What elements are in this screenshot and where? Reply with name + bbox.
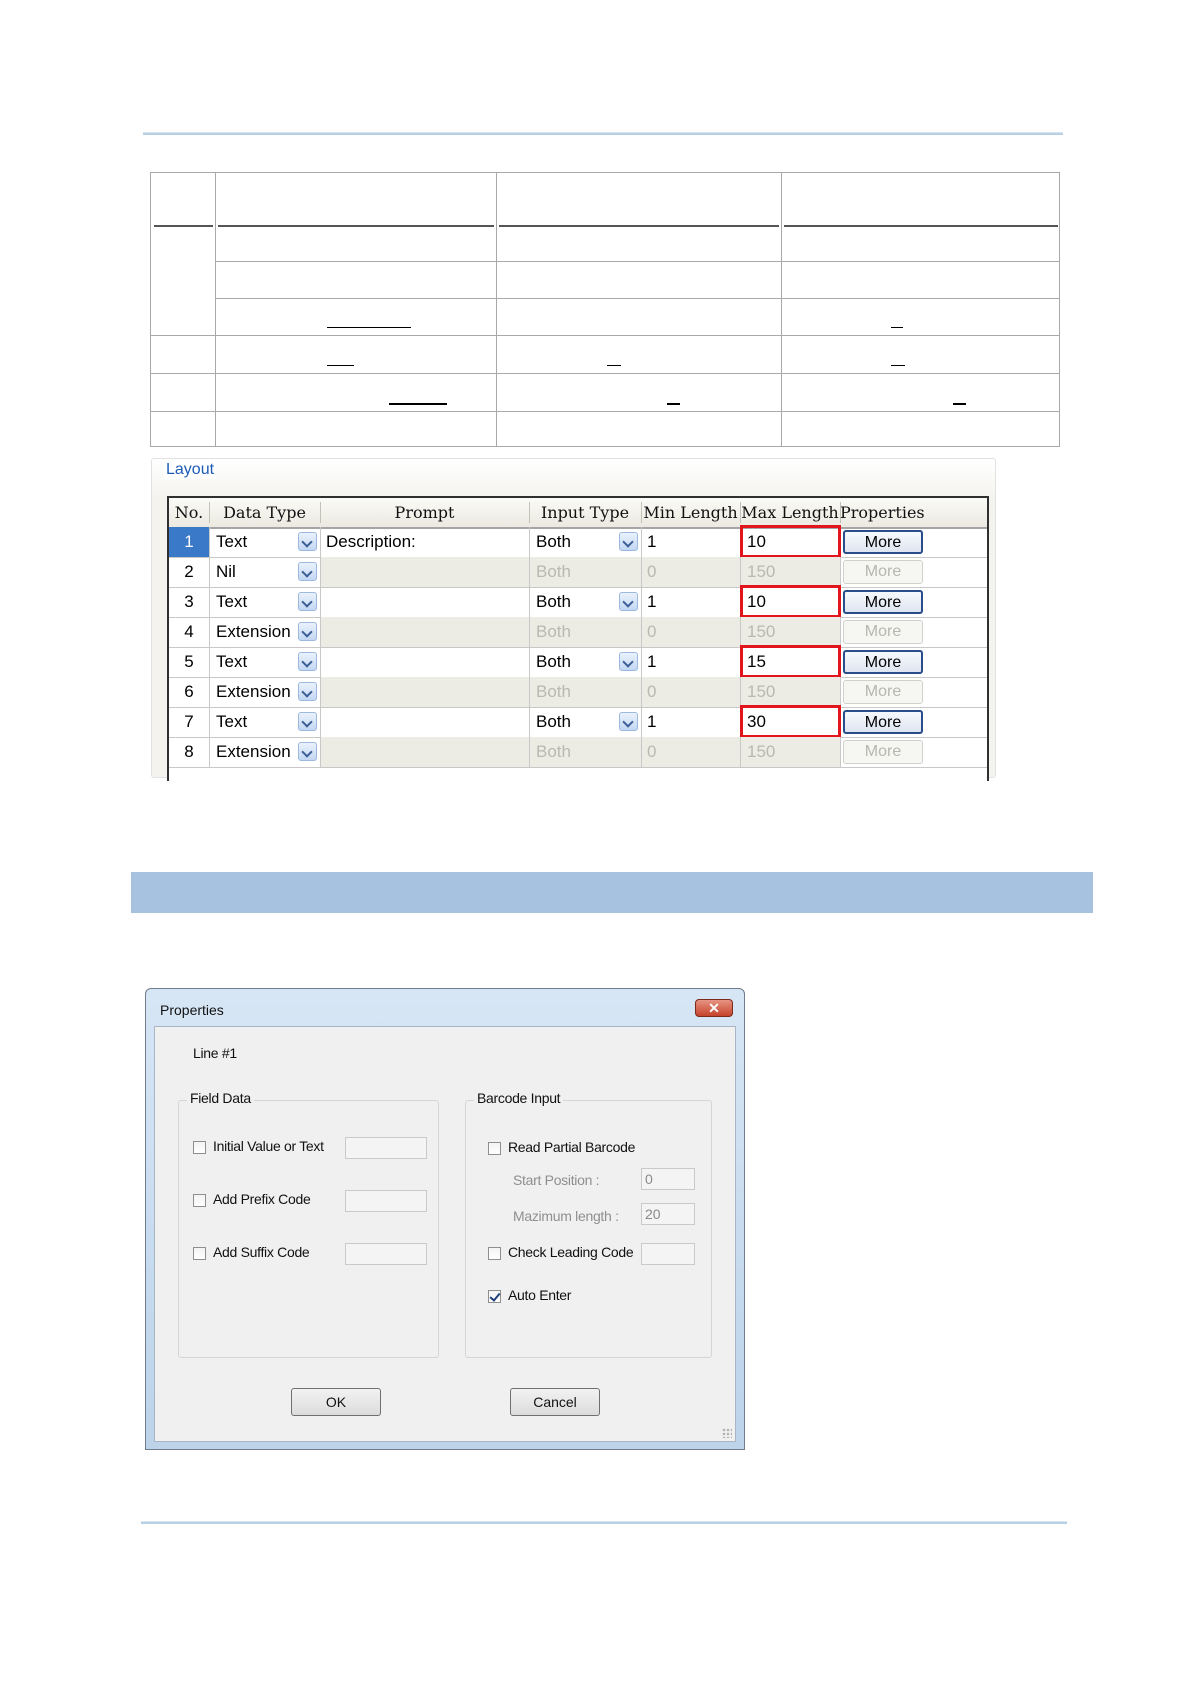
table-row[interactable] xyxy=(169,527,987,558)
input-type-cell[interactable]: Both xyxy=(536,592,571,611)
table-row[interactable] xyxy=(169,647,987,678)
suffix-code-label: Add Suffix Code xyxy=(213,1244,310,1260)
more-button[interactable]: More xyxy=(843,740,923,764)
table-row[interactable] xyxy=(169,617,987,648)
cell-divider xyxy=(840,737,841,767)
footer-rule xyxy=(141,1521,1067,1524)
initial-value-label: Initial Value or Text xyxy=(213,1138,324,1154)
max-length-cell[interactable]: 10 xyxy=(747,532,766,551)
data-type-cell[interactable]: Extension xyxy=(216,682,291,701)
underline-mark xyxy=(389,403,447,405)
table-row-rule xyxy=(216,261,1059,262)
input-type-cell[interactable]: Both xyxy=(530,737,641,767)
table-row-rule xyxy=(151,373,1059,374)
prompt-cell[interactable] xyxy=(321,617,529,647)
underline-mark xyxy=(953,403,966,405)
highlight-box xyxy=(740,705,841,738)
underline-mark xyxy=(607,365,621,366)
input-type-cell[interactable]: Both xyxy=(536,712,571,731)
row-number[interactable]: 5 xyxy=(184,652,194,671)
more-button[interactable]: More xyxy=(843,710,923,734)
input-type-dropdown-icon[interactable] xyxy=(619,532,638,551)
max-length-cell[interactable]: 150 xyxy=(741,677,840,707)
read-partial-barcode-label: Read Partial Barcode xyxy=(508,1139,636,1155)
check-leading-code-label: Check Leading Code xyxy=(508,1244,634,1260)
min-length-cell[interactable]: 0 xyxy=(642,557,740,587)
table-col-divider xyxy=(215,173,216,446)
input-type-cell[interactable]: Both xyxy=(536,532,571,551)
cell-divider xyxy=(209,707,210,737)
min-length-cell[interactable]: 1 xyxy=(647,532,657,551)
table-row[interactable] xyxy=(169,677,987,708)
table-header-rule xyxy=(154,225,213,227)
data-type-cell[interactable]: Text xyxy=(216,532,248,551)
data-type-cell[interactable]: Text xyxy=(216,652,248,671)
min-length-cell[interactable]: 1 xyxy=(647,652,657,671)
more-button[interactable]: More xyxy=(843,650,923,674)
max-length-cell[interactable]: 150 xyxy=(741,557,840,587)
data-type-dropdown-icon[interactable] xyxy=(298,592,317,611)
row-number[interactable]: 4 xyxy=(184,622,194,641)
section-heading-bar xyxy=(131,872,1093,913)
line-label: Line #1 xyxy=(193,1045,237,1061)
field-data-legend: Field Data xyxy=(187,1090,254,1106)
min-length-cell[interactable]: 1 xyxy=(647,592,657,611)
prefix-code-label: Add Prefix Code xyxy=(213,1191,311,1207)
data-type-cell[interactable]: Nil xyxy=(216,562,236,581)
barcode-input-legend: Barcode Input xyxy=(474,1090,563,1106)
col-header-input-type[interactable]: Input Type xyxy=(540,503,630,522)
col-header-prompt[interactable]: Prompt xyxy=(394,503,455,522)
row-number[interactable]: 3 xyxy=(184,592,194,611)
read-partial-barcode-checkbox[interactable] xyxy=(488,1142,501,1155)
data-type-dropdown-icon[interactable] xyxy=(298,532,317,551)
more-button[interactable]: More xyxy=(843,530,923,554)
more-button[interactable]: More xyxy=(843,590,923,614)
prefix-code-input[interactable] xyxy=(345,1190,427,1212)
cell-divider xyxy=(840,557,841,587)
max-length-cell[interactable]: 10 xyxy=(747,592,766,611)
prompt-cell[interactable] xyxy=(321,557,529,587)
table-row[interactable] xyxy=(169,737,987,768)
col-header-properties[interactable]: Properties xyxy=(840,503,925,522)
data-type-cell[interactable]: Extension xyxy=(216,622,291,641)
ok-button[interactable]: OK xyxy=(291,1388,381,1416)
dialog-body xyxy=(154,1026,736,1442)
table-col-divider xyxy=(496,173,497,446)
cell-divider xyxy=(209,587,210,617)
prefix-code-checkbox[interactable] xyxy=(193,1194,206,1207)
table-row[interactable] xyxy=(169,707,987,738)
cancel-button[interactable]: Cancel xyxy=(510,1388,600,1416)
min-length-cell[interactable]: 0 xyxy=(642,677,740,707)
data-type-dropdown-icon[interactable] xyxy=(298,652,317,671)
col-header-min-length[interactable]: Min Length xyxy=(643,503,738,522)
max-length-cell[interactable]: 15 xyxy=(747,652,766,671)
max-length-cell[interactable]: 30 xyxy=(747,712,766,731)
min-length-cell[interactable]: 0 xyxy=(642,737,740,767)
max-length-cell[interactable]: 150 xyxy=(741,737,840,767)
data-type-dropdown-icon[interactable] xyxy=(298,682,317,701)
table-row-rule xyxy=(151,335,1059,336)
highlight-box xyxy=(740,585,841,618)
highlight-box xyxy=(740,645,841,678)
cell-divider xyxy=(209,527,210,557)
underline-mark xyxy=(667,403,680,405)
underline-mark xyxy=(891,327,903,328)
col-header-no[interactable]: No. xyxy=(174,503,204,522)
row-number[interactable]: 1 xyxy=(169,527,209,557)
cell-divider xyxy=(840,617,841,647)
input-type-cell[interactable]: Both xyxy=(536,652,571,671)
close-icon[interactable]: ✕ xyxy=(695,999,733,1017)
prompt-cell[interactable] xyxy=(321,647,529,677)
cell-divider xyxy=(209,677,210,707)
grid-header xyxy=(169,498,987,529)
more-button[interactable]: More xyxy=(843,560,923,584)
layout-legend: Layout xyxy=(166,461,215,478)
table-row[interactable] xyxy=(169,587,987,618)
underline-mark xyxy=(327,327,411,328)
data-type-dropdown-icon[interactable] xyxy=(298,742,317,761)
properties-dialog xyxy=(145,988,745,1450)
prompt-cell[interactable] xyxy=(321,587,529,617)
row-number[interactable]: 7 xyxy=(184,712,194,731)
table-header-rule xyxy=(218,225,494,227)
data-type-dropdown-icon[interactable] xyxy=(298,622,317,641)
layout-grid xyxy=(167,496,989,781)
input-type-dropdown-icon[interactable] xyxy=(619,712,638,731)
data-type-cell[interactable]: Text xyxy=(216,592,248,611)
data-type-cell[interactable]: Text xyxy=(216,712,248,731)
resize-grip-icon[interactable] xyxy=(722,1428,732,1438)
dialog-title: Properties xyxy=(160,1002,224,1018)
prompt-cell[interactable]: Description: xyxy=(326,532,416,551)
check-leading-code-input[interactable] xyxy=(641,1243,695,1265)
auto-enter-label: Auto Enter xyxy=(508,1287,572,1303)
data-type-cell[interactable]: Extension xyxy=(216,742,291,761)
start-position-label: Start Position : xyxy=(513,1172,600,1188)
prompt-cell[interactable] xyxy=(321,737,529,767)
max-length-cell[interactable]: 150 xyxy=(741,617,840,647)
highlight-box xyxy=(740,525,841,558)
prompt-cell[interactable] xyxy=(321,677,529,707)
more-button[interactable]: More xyxy=(843,620,923,644)
header-rule xyxy=(143,132,1063,135)
row-number[interactable]: 6 xyxy=(184,682,194,701)
auto-enter-checkbox[interactable] xyxy=(488,1290,501,1303)
table-col-divider xyxy=(781,173,782,446)
col-header-max-length[interactable]: Max Length xyxy=(741,503,839,522)
check-leading-code-checkbox[interactable] xyxy=(488,1247,501,1260)
data-type-dropdown-icon[interactable] xyxy=(298,562,317,581)
initial-value-input[interactable] xyxy=(345,1137,427,1159)
prompt-cell[interactable] xyxy=(321,707,529,737)
underline-mark xyxy=(891,365,905,366)
cell-divider xyxy=(209,557,210,587)
suffix-code-checkbox[interactable] xyxy=(193,1247,206,1260)
underline-mark xyxy=(327,365,354,366)
table-header-rule xyxy=(499,225,779,227)
input-type-cell[interactable]: Both xyxy=(530,557,641,587)
more-button[interactable]: More xyxy=(843,680,923,704)
row-number[interactable]: 8 xyxy=(184,742,194,761)
input-type-dropdown-icon[interactable] xyxy=(619,652,638,671)
suffix-code-input[interactable] xyxy=(345,1243,427,1265)
min-length-cell[interactable]: 1 xyxy=(647,712,657,731)
blank-table xyxy=(150,172,1060,447)
initial-value-checkbox[interactable] xyxy=(193,1141,206,1154)
table-header-rule xyxy=(784,225,1058,227)
cell-divider xyxy=(209,647,210,677)
cell-divider xyxy=(209,617,210,647)
col-header-data-type[interactable]: Data Type xyxy=(223,503,306,522)
table-row-rule xyxy=(216,298,1059,299)
cell-divider xyxy=(209,737,210,767)
table-row[interactable] xyxy=(169,557,987,588)
row-number[interactable]: 2 xyxy=(184,562,194,581)
min-length-cell[interactable]: 0 xyxy=(642,617,740,647)
data-type-dropdown-icon[interactable] xyxy=(298,712,317,731)
input-type-cell[interactable]: Both xyxy=(530,677,641,707)
input-type-dropdown-icon[interactable] xyxy=(619,592,638,611)
start-position-input[interactable]: 0 xyxy=(641,1168,695,1190)
max-length-label: Mazimum length : xyxy=(513,1208,619,1224)
input-type-cell[interactable]: Both xyxy=(530,617,641,647)
max-length-input[interactable]: 20 xyxy=(641,1203,695,1225)
table-row-rule xyxy=(151,411,1059,412)
cell-divider xyxy=(840,677,841,707)
